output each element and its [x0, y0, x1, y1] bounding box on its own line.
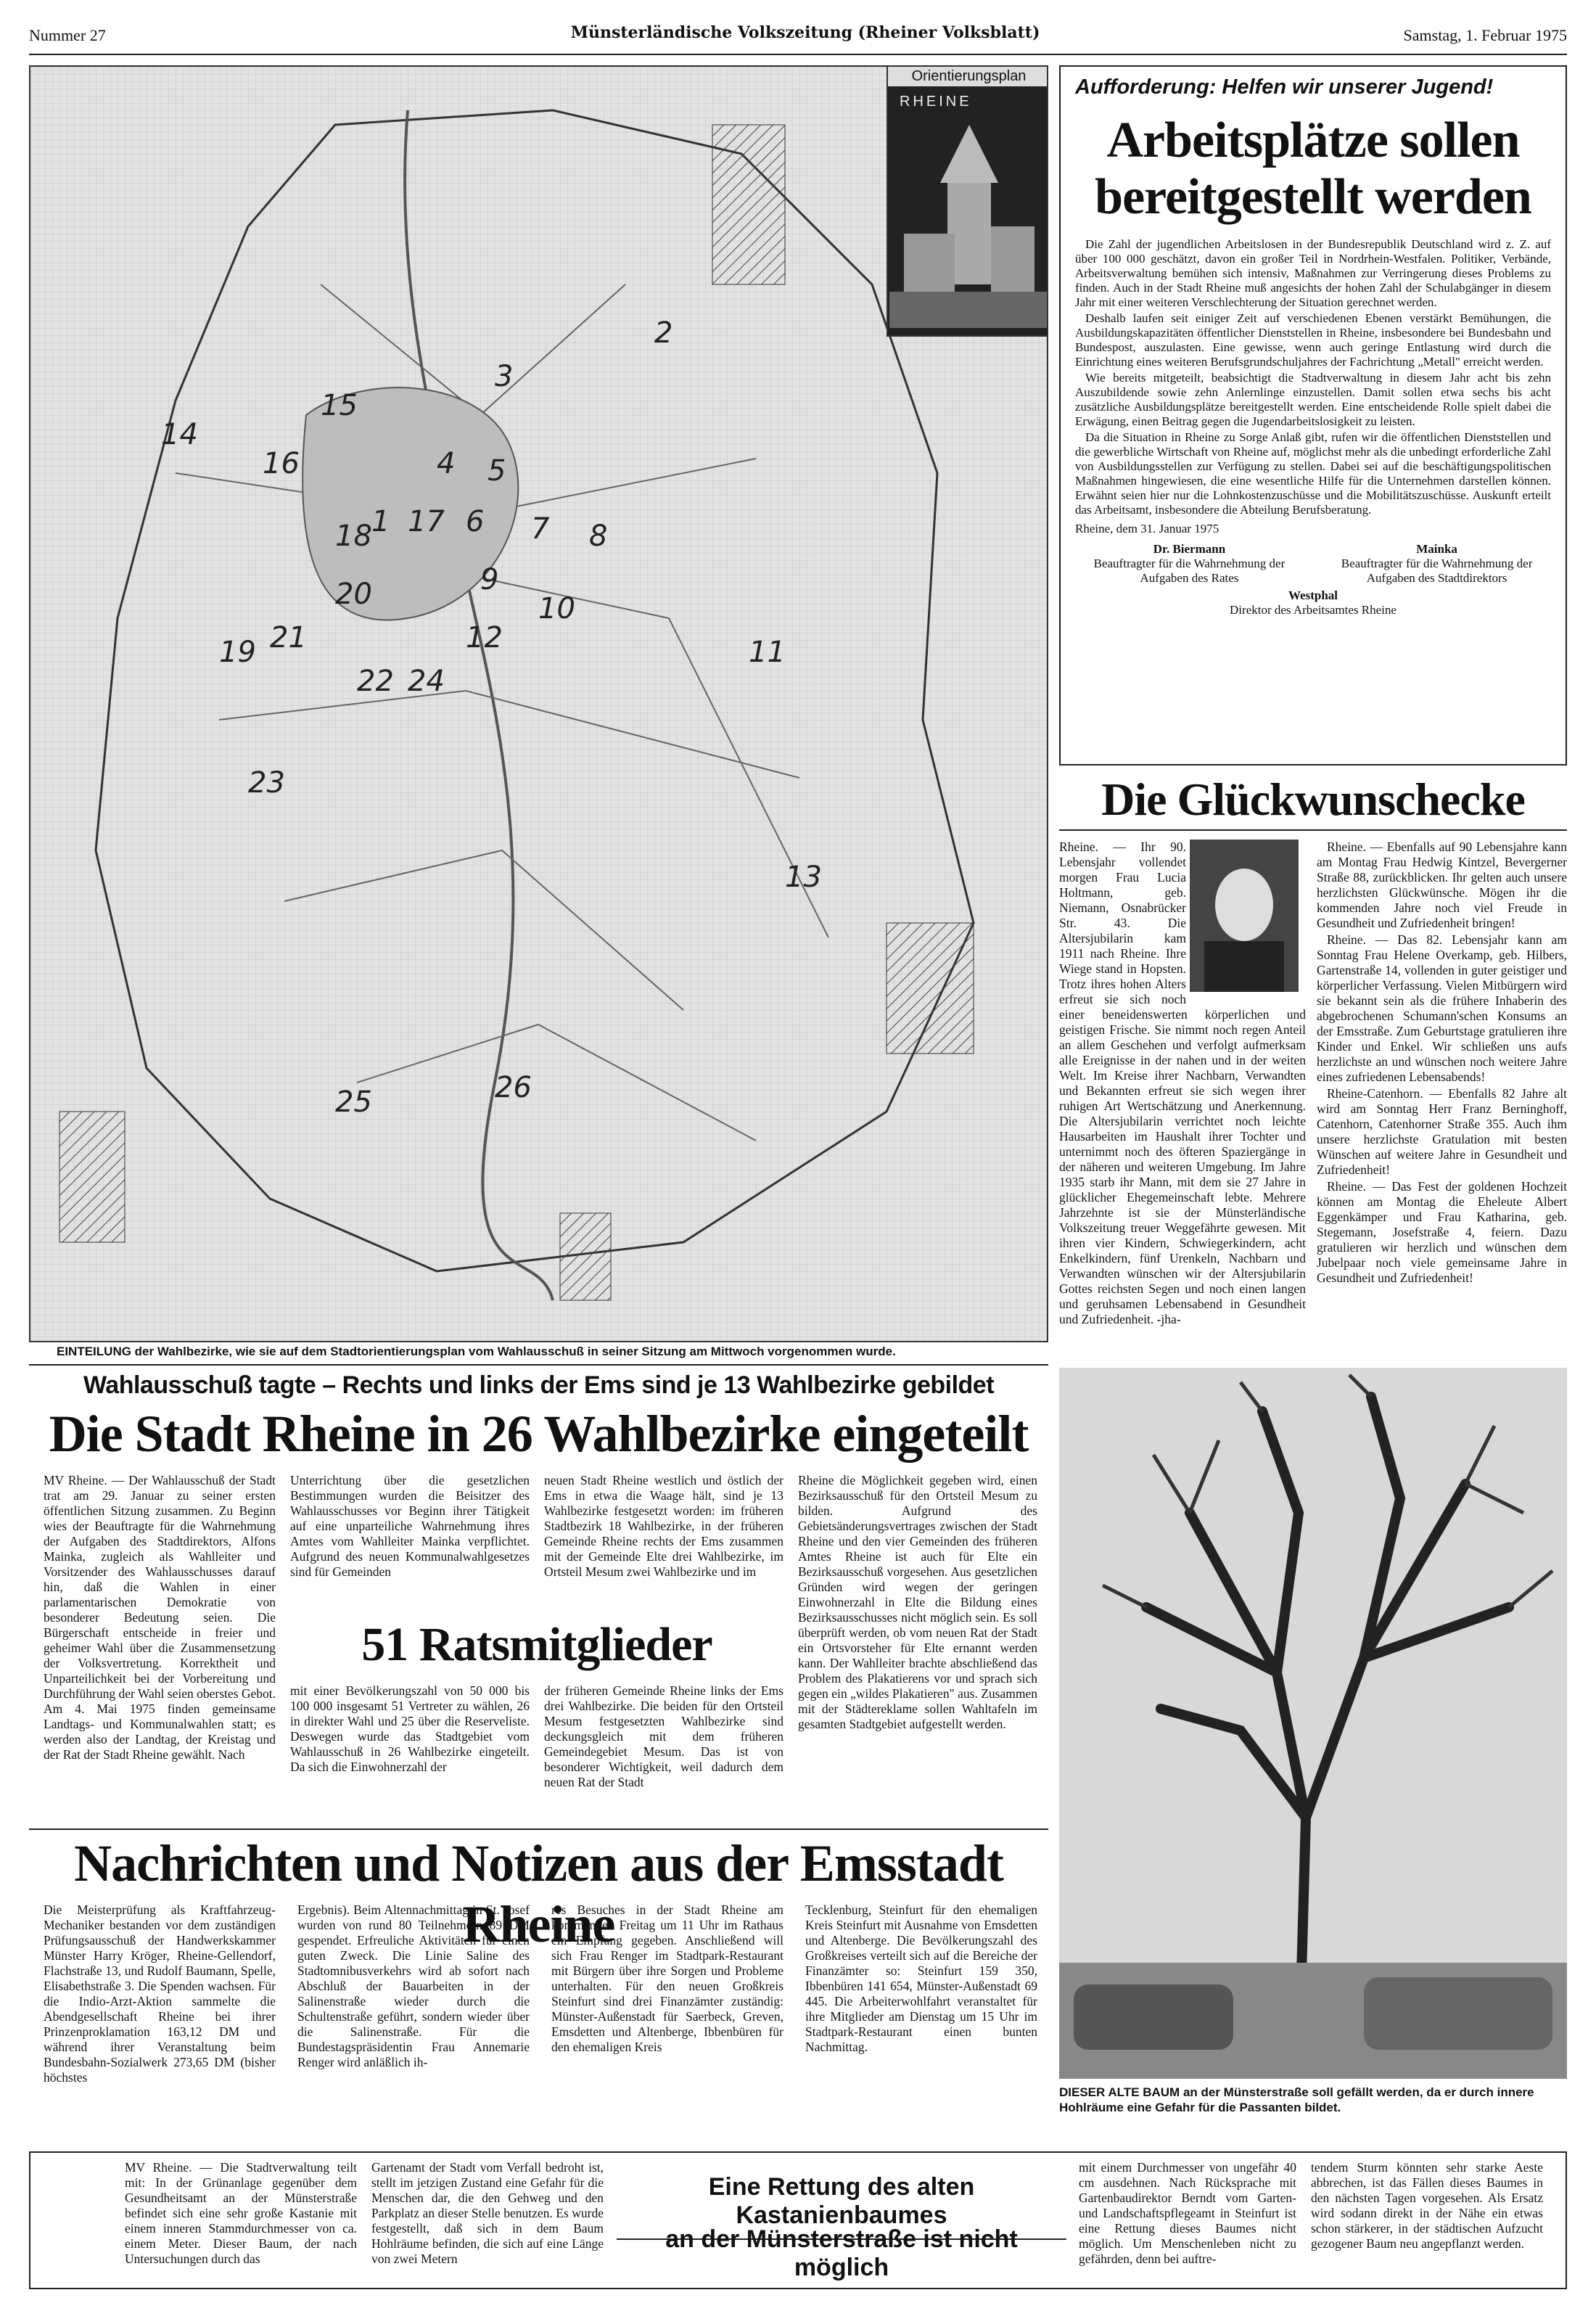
dateline: Rheine, dem 31. Januar 1975 [1075, 522, 1219, 535]
paragraph: Rheine-Catenhorn. — Ebenfalls 82 Jahre alt wird am Sonntag Herr Franz Berninghoff, Catenhorn, Catenhorner Straße 355. Auch ihm unsere herzlichste Gratulation mit besten Wünschen auf weitere Jahre in Gesundheit und Zufriedenheit! [1317, 1086, 1567, 1177]
district-label: 2 [654, 316, 673, 350]
congrats-col-2 [1317, 840, 1567, 1355]
district-label: 20 [335, 578, 372, 611]
election-col-4: Rheine die Möglichkeit gegeben wird, einen Bezirksausschuß für den Ortsteil Mesum zu bilden. Aufgrund des Gebietsänderungsvertrages zwischen der Stadt Rheine und den vier Gemeinden des früheren Amtes Rheine ist auch für Elte ein Bezirksausschuß vorgesehen. Aus gesetzlichen Gründen wird wegen der geringen Einwohnerzahl in Elte die Bildung eines Bezirksausschusses nicht möglich sein. Es soll überprüft werden, ob vom neuen Rat der Stadt ein Ortsvorsteher für Elte ernannt werden kann. Der Wahlleiter brachte abschließend das Problem des Plakatierens vor und sprach sich gegen ein „wildes Plakatieren" aus. Zusammen mit der Städtereklame sollen Wahltafeln im gesamten Stadtgebiet aufgestellt werden. [798, 1473, 1037, 1731]
chestnut-headline-1: Eine Rettung des alten Kastanienbaumes [617, 2173, 1066, 2240]
chestnut-col-3: mit einem Durchmesser von ungefähr 40 cm ausdehnen. Nach Rücksprache mit Gartenbaudirektor Berndt vom Garten- und Landschaftspflegeamt in Steinfurt ist eine Rettung dieses Baumes nicht möglich. Um Menschenleben nicht zu gefährden, denn bei auftre- [1079, 2160, 1296, 2266]
election-col-3-bottom: der früheren Gemeinde Rheine links der Ems drei Wahlbezirke. Die beiden für den Ortsteil Mesum festgesetzten Wahlbezirke sind deckungsgleich mit dem früheren Gemeindegebiet Mesum. Das ist von besonderer Wichtigkeit, weil dadurch dem neuen Rat der Stadt [544, 1683, 783, 1789]
chestnut-col-2: Gartenamt der Stadt vom Verfall bedroht ist, stellt im jetzigen Zustand eine Gefahr für die Menschen dar, die den Gehweg und den Parkplatz an dieser Stelle benutzen. Es wurde festgestellt, daß sich in dem Baum Hohlräume befinden, die sich auf eine Länge von zwei Metern [371, 2160, 604, 2266]
inset-label: RHEINE [900, 94, 972, 110]
tree-caption: DIESER ALTE BAUM an der Münsterstraße soll gefällt werden, da er durch innere Hohlräume eine Gefahr für die Passanten bildet. [1059, 2085, 1534, 2114]
jobs-article [1059, 65, 1567, 765]
chestnut-headline-2: an der Münsterstraße ist nicht möglich [665, 2225, 1018, 2281]
hatched-area [887, 923, 974, 1054]
election-col-3-top: neuen Stadt Rheine westlich und östlich der Ems in etwa die Waage hält, sind je 13 Wahlbezirke festgesetzt worden: im früheren Stadtbezirk 18 Wahlbezirke, in der früheren Gemeinde Rheine rechts der Ems zusammen mit der Gemeinde Elte drei Wahlbezirke, im Ortsteil Mesum zwei Wahlbezirke und im [544, 1473, 783, 1579]
news-col-3: res Besuches in der Stadt Rheine am kommenden Freitag um 11 Uhr im Rathaus ein Empfang gegeben. Anschließend will sich Frau Renger im Stadtpark-Restaurant mit Bürgern über ihre Sorgen und Probleme unterhalten. Für den neuen Großkreis Steinfurt sind drei Finanzämter zuständig: Münster-Außenstadt für Saerbeck, Greven, Emsdetten und Altenberge, Ibbenbüren für den ehemaligen Kreis [551, 1902, 783, 2054]
article-kicker: Wahlausschuß tagte – Rechts und links der Ems sind je 13 Wahlbezirke gebildet [83, 1371, 995, 1399]
signatory-role: Beauftragter für die Wahrnehmung der Aufgaben des Rates [1093, 557, 1286, 585]
article-body [1075, 237, 1551, 538]
paragraph: Die Zahl der jugendlichen Arbeitslosen in der Bundesrepublik Deutschland wird z. Z. auf über 100 000 geschätzt, davon ein großer Teil in Nordrhein-Westfalen. Politiker, Verbände, Arbeitsverwaltung bemühen sich intensiv, Maßnahmen zur Verringerung dieses Problems zu finden. Auch in der Stadt Rheine muß angesichts der hohen Zahl der Schulabgänger in diesem Jahr mit einer weiteren Verschlechterung der Situation gerechnet werden. [1075, 237, 1551, 309]
paragraph: Wie bereits mitgeteilt, beabsichtigt die Stadtverwaltung in diesem Jahr acht bis zehn Auszubildende sowie zehn Anlernlinge einzustellen. Damit sollen etwa sechs bis acht zusätzliche Ausbildungsplätze bereitgestellt werden. Eine entscheidende Rolle spielt dabei die Erwägung, einen Beitrag gegen die Jugendarbeitslosigkeit zu leisten. [1075, 371, 1551, 428]
signatory-name: Mainka [1416, 542, 1457, 556]
issue-number: Nummer 27 [29, 26, 106, 44]
district-label: 26 [495, 1071, 532, 1104]
signatory-role: Direktor des Arbeitsamtes Rheine [1230, 603, 1396, 617]
paragraph: Da die Situation in Rheine zu Sorge Anlaß gibt, rufen wir die öffentlichen Dienststellen und die gewerbliche Wirtschaft von Rheine auf, möglichst mehr als die unbedingt erforderliche Zahl von Ausbildungsstellen zur Verfügung zu stellen. Dabei sei auf die beschäftigungspolitischen Maßnahmen hingewiesen, die eine wesentliche Hilfe für die Unternehmen darstellen können. Erwähnt seien hier nur die Lohnkostenzuschüsse und die Mobilitätszuschüsse. Auskunft erteilt das Arbeitsamt, insbesondere die Abteilung Berufsberatung. [1075, 430, 1551, 517]
election-article [29, 1371, 1048, 1821]
district-map [29, 65, 1048, 1342]
inset-title: Orientierungsplan [888, 67, 1048, 86]
news-col-2: Ergebnis). Beim Altennachmittag in St. Josef wurden von rund 80 Teilnehmern 89 DM gespendet. Erfreuliche Aktivitäten für einen guten Zweck. Die Linie Saline des Stadtomnibusverkehrs wird ab sofort nach Abschluß der Bauarbeiten in der Salinenstraße wieder durch die Schultenstraße geführt, sondern wieder über die Salinenstraße. Für die Bundestagspräsidentin Frau Annemarie Renger wird anläßlich ih- [297, 1902, 530, 2069]
district-label: 25 [335, 1085, 372, 1119]
district-label: 8 [589, 520, 608, 553]
masthead-rule [29, 54, 1567, 55]
district-label: 11 [749, 636, 786, 669]
chestnut-col-1: MV Rheine. — Die Stadtverwaltung teilt mit: In der Grünanlage gegenüber dem Gesundheitsamt an der Münsterstraße befindet sich eine sehr große Kastanie mit einem inneren Stammdurchmesser von ca. einem Meter. Dieser Baum, der nach Untersuchungen durch das [125, 2160, 357, 2266]
election-col-2-bottom: mit einer Bevölkerungszahl von 50 000 bis 100 000 insgesamt 51 Vertreter zu wählen, 26 in direkter Wahl und 25 über die Reserveliste. Deswegen wurde das Stadtgebiet vom Wahlausschuß in 26 Wahlbezirke eingeteilt. Da sich die Einwohnerzahl der [290, 1683, 530, 1774]
district-label: 18 [335, 520, 372, 553]
district-label: 6 [466, 505, 485, 538]
chestnut-article [29, 2151, 1567, 2289]
issue-date: Samstag, 1. Februar 1975 [1403, 26, 1567, 44]
paragraph: Rheine. — Ebenfalls auf 90 Lebensjahre kann am Montag Frau Hedwig Kintzel, Bevergerner Straße 88, zurückblicken. Ihr gelten auch unsere herzlichsten Glückwünsche. Mögen ihr die kommenden Jahre noch viel Freude in Gesundheit und Zufriedenheit bringen! [1317, 840, 1567, 930]
tree-illustration [1059, 1368, 1567, 2079]
district-label: 17 [408, 505, 445, 538]
article-kicker: Aufforderung: Helfen wir unserer Jugend! [1075, 75, 1494, 99]
rule [29, 1364, 1048, 1366]
district-label: 4 [437, 447, 456, 480]
paragraph: Rheine. — Das Fest der goldenen Hochzeit können am Montag die Eheleute Albert Eggenkämper und Frau Katharina, geb. Stegemann, Josefstraße 4, feiern. Dazu gratulieren wir herzlich und wünschen dem Jubelpaar noch viele gemeinsame Jahre in Gesundheit und Zufriedenheit! [1317, 1179, 1567, 1285]
election-col-2-top: Unterrichtung über die gesetzlichen Bestimmungen wurden die Beisitzer des Wahlausschusses vor Beginn ihrer Tätigkeit auf eine unparteiliche Wahrnehmung ihres Amtes vom Wahlleiter Mainka verpflichtet. Aufgrund des neuen Kommunalwahlgesetzes sind für Gemeinden [290, 1473, 530, 1579]
newspaper-name: Münsterländische Volkszeitung (Rheiner Volksblatt) [570, 23, 1040, 42]
paragraph: Rheine. — Das 82. Lebensjahr kann am Sonntag Frau Helene Overkamp, geb. Hilbers, Gartenstraße 14, vollenden in guter geistiger und körperlicher Verfassung. Vielen Mitbürgern wird sie bekannt sein als die frühere Inhaberin des abgebrochenen Schumann'schen Konsums an der Emsstraße. Zum Geburtstage gratulieren ihre Kinder und Enkel. Wir schließen uns aufs herzlichste an und wünschen noch weitere Jahre eines zufriedenen Lebensabends! [1317, 932, 1567, 1084]
district-label: 5 [488, 454, 506, 488]
district-label: 10 [538, 592, 575, 625]
hatched-area [560, 1213, 611, 1300]
hatched-area [59, 1112, 125, 1242]
article-headline: Arbeitsplätze sollen bereitgestellt werden [1095, 112, 1531, 225]
paragraph: Deshalb laufen seit einiger Zeit auf verschiedenen Ebenen verstärkt Bemühungen, die Ausbildungskapazitäten öffentlicher Dienststellen in Rheine, insbesondere bei Bundesbahn und Bundespost, auszulasten. Eine gewisse, wenn auch geringe Entlastung wird durch die Einrichtung eines weiteren Berufsgrundschuljahres der Fachrichtung „Metall" erreicht werden. [1075, 311, 1551, 369]
signatory-name: Dr. Biermann [1153, 542, 1226, 556]
election-col-1: MV Rheine. — Der Wahlausschuß der Stadt trat am 29. Januar zu seiner ersten öffentlichen Sitzung zusammen. Zu Beginn wies der Beauftragte für die Wahrnehmung der Aufgaben des Stadtdirektors, Alfons Mainka, zugleich als Wahlleiter und Vorsitzender des Wahlausschusses darauf hin, daß die Wahlen in einer parlamentarischen Demokratie von besonderer Bedeutung seien. Die Bürgerschaft entscheide in freier und geheimer Wahl über die Zusammensetzung der Volksvertretung. Korrektheit und Unparteilichkeit bei der Vorbereitung und Durchführung der Wahl seien oberstes Gebot. Am 4. Mai 1975 finden gemeinsame Landtags- und Kommunalwahlen statt; es werden also der Landtag, der Kreistag und der Rat der Stadt Rheine gewählt. Nach [44, 1473, 276, 1762]
hatched-area [712, 125, 785, 284]
tree-photo [1059, 1368, 1567, 2079]
district-label: 15 [321, 389, 358, 422]
congrats-corner [1059, 773, 1567, 1353]
district-label: 7 [531, 512, 550, 546]
orientation-inset [887, 65, 1048, 337]
district-label: 3 [495, 360, 514, 393]
district-label: 9 [480, 563, 499, 596]
news-headline: Nachrichten und Notizen aus der Emsstadt Rheine [74, 1834, 1003, 1953]
subhead: 51 Ratsmitglieder [361, 1618, 712, 1671]
congrats-col-1 [1059, 840, 1306, 1355]
district-label: 1 [371, 505, 390, 538]
paragraph: Rheine. — Ihr 90. Lebensjahr vollendet morgen Frau Lucia Holtmann, geb. Niemann, Osnabrücker Str. 43. Die Altersjubilarin kam 1911 nach Rheine. Ihre Wiege stand in Hopsten. Trotz ihres hohen Alters erfreut sie sich noch einer beneidenswerten körperlichen und geistigen Frische. Sie nimmt noch regen Anteil an allem Geschehen und verfolgt aufmerksam alle Ereignisse in der nahen und in der weiten Welt. Im Kreise ihrer Nachbarn, Verwandten und Bekannten erfreut sie sich wegen ihrer ruhigen Art Wertschätzung und Anerkennung. Die Altersjubilarin verrichtet noch leichte Hausarbeiten im Haushalt ihrer Tochter und unternimmt noch des öfteren Spaziergänge in der näheren und weiteren Umgebung. Im Jahre 1935 starb ihr Mann, mit dem sie 27 Jahre in glücklicher Ehegemeinschaft lebte. Mehrere Jahrzehnte ist sie der Münsterländische Volkszeitung treuer Weggefährte gewesen. Mit ihren vier Kindern, Schwiegerkindern, acht Enkelkindern, fünf Urenkeln, Nachbarn und Verwandten wünschen wir der Altersjubilarin Gottes reichsten Segen und noch einen langen und geruhsamen Lebensabend in Gesundheit und Zufriedenheit. -jha- [1059, 840, 1306, 1326]
news-col-4: Tecklenburg, Steinfurt für den ehemaligen Kreis Steinfurt mit Ausnahme von Emsdetten und Altenberge. Die Bevölkerungszahl des Großkreises verteilt sich auf die Bereiche der Finanzämter so: Steinfurt 159 350, Ibbenbüren 141 654, Münster-Außenstadt 69 445. Die Arbeiterwohlfahrt veranstaltet für ihre Mitglieder am Dienstag um 15 Uhr im Stadtpark-Restaurant einen bunten Nachmittag. [805, 1902, 1037, 2054]
news-notes [29, 1828, 1048, 2148]
rule [1059, 829, 1567, 831]
district-label: 19 [219, 636, 256, 669]
signatory-name: Westphal [1288, 588, 1338, 602]
church-illustration [889, 110, 1048, 328]
congrats-headline: Die Glückwunschecke [1101, 773, 1525, 825]
district-label: 16 [263, 447, 300, 480]
district-label: 23 [248, 766, 285, 800]
news-col-1: Die Meisterprüfung als Kraftfahrzeug-Mechaniker bestanden vor dem zuständigen Prüfungsausschuß der Handwerkskammer Münster Harry Kröger, Rheine-Gellendorf, Flachstraße 13, und Rudolf Baumann, Spelle, Elisabethstraße 3. Die Spenden wachsen. Für die Indio-Arzt-Aktion sammelte die Abendgesellschaft Rheine bei ihrer Prinzenproklamation 163,12 DM und während ihrer Veranstaltung beim Bundesbahn-Sozialwerk 273,65 DM (bisher höchstes [44, 1902, 276, 2085]
map-caption: EINTEILUNG der Wahlbezirke, wie sie auf dem Stadtorientierungsplan vom Wahlausschuß in seiner Sitzung am Mittwoch vorgenommen wurde. [57, 1345, 896, 1358]
district-label: 14 [161, 418, 198, 451]
district-label: 24 [408, 665, 445, 698]
district-label: 21 [270, 621, 307, 654]
signatory-role: Beauftragter für die Wahrnehmung der Aufgaben des Stadtdirektors [1341, 557, 1533, 585]
district-label: 12 [466, 621, 503, 654]
article-headline: Die Stadt Rheine in 26 Wahlbezirke eingeteilt [49, 1405, 1029, 1463]
district-label: 13 [785, 861, 822, 894]
chestnut-col-4: tendem Sturm könnten sehr starke Aeste abbrechen, ist das Fällen dieses Baumes in den nächsten Tagen vorgesehen. Als Ersatz wird sodann direkt in der Nähe ein etwas schon stärkerer, in der städtischen Aufzucht gezogener Baum neu angepflanzt werden. [1311, 2160, 1543, 2251]
district-label: 22 [357, 665, 394, 698]
